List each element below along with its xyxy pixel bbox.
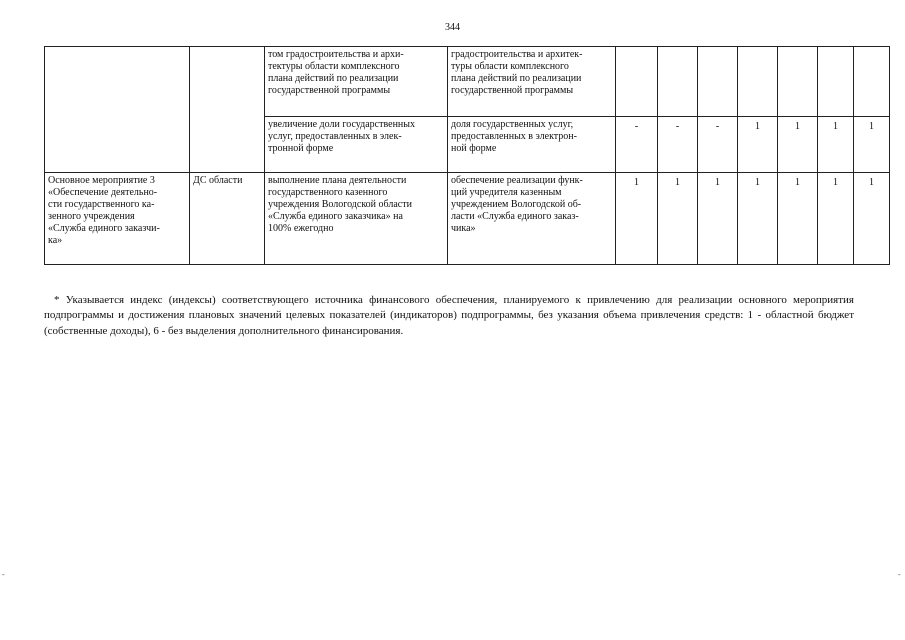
value-cell — [854, 47, 890, 117]
value-cell — [738, 47, 778, 117]
value-cell: 1 — [778, 173, 818, 265]
indicator-cell: обеспечение реализации функ- ций учредителя казенным учреждением Вологодской об- ласти «Служба единого заказ- чика» — [448, 173, 616, 265]
value-cell: 1 — [854, 117, 890, 173]
edge-mark-left: - — [2, 570, 5, 579]
value-cell: 1 — [854, 173, 890, 265]
edge-mark-right: - — [898, 570, 901, 579]
result-cell: том градостроительства и архи- тектуры области комплексного плана действий по реализации государственной программы — [265, 47, 448, 117]
table-row — [45, 47, 890, 117]
result-cell: увеличение доли государственных услуг, предоставленных в элек- тронной форме — [265, 117, 448, 173]
value-cell — [616, 47, 658, 117]
value-cell: 1 — [818, 117, 854, 173]
value-cell — [658, 47, 698, 117]
value-cell: 1 — [738, 117, 778, 173]
value-cell: 1 — [738, 173, 778, 265]
table-row — [45, 173, 890, 265]
result-cell: выполнение плана деятельности государственного казенного учреждения Вологодской области «Служба единого заказчика» на 100% ежегодно — [265, 173, 448, 265]
value-cell: 1 — [778, 117, 818, 173]
executor-cell: ДС области — [190, 173, 265, 265]
value-cell: 1 — [658, 173, 698, 265]
indicator-cell: доля государственных услуг, предоставленных в электрон- ной форме — [448, 117, 616, 173]
measures-table — [44, 46, 890, 265]
value-cell — [698, 47, 738, 117]
value-cell: - — [658, 117, 698, 173]
activity-cell: Основное мероприятие 3 «Обеспечение деятельно- сти государственного ка- зенного учреждения «Служба единого заказчи- ка» — [45, 173, 190, 265]
executor-cell — [190, 47, 265, 173]
footnote: * Указывается индекс (индексы) соответствующего источника финансового обеспечения, планируемого к привлечению для реализации основного мероприятия подпрограммы и достижения плановых значений целевых показателей (индикаторов) подпрограммы, без указания объема привлечения средств: 1 - областной бюджет (собственные доходы), 6 - без выделения дополнительного финансирования. — [44, 294, 854, 337]
value-cell: 1 — [616, 173, 658, 265]
page-number: 344 — [445, 22, 460, 33]
value-cell: 1 — [818, 173, 854, 265]
value-cell — [818, 47, 854, 117]
value-cell: 1 — [698, 173, 738, 265]
activity-cell — [45, 47, 190, 173]
value-cell: - — [616, 117, 658, 173]
indicator-cell: градостроительства и архитек- туры области комплексного плана действий по реализации государственной программы — [448, 47, 616, 117]
value-cell: - — [698, 117, 738, 173]
value-cell — [778, 47, 818, 117]
